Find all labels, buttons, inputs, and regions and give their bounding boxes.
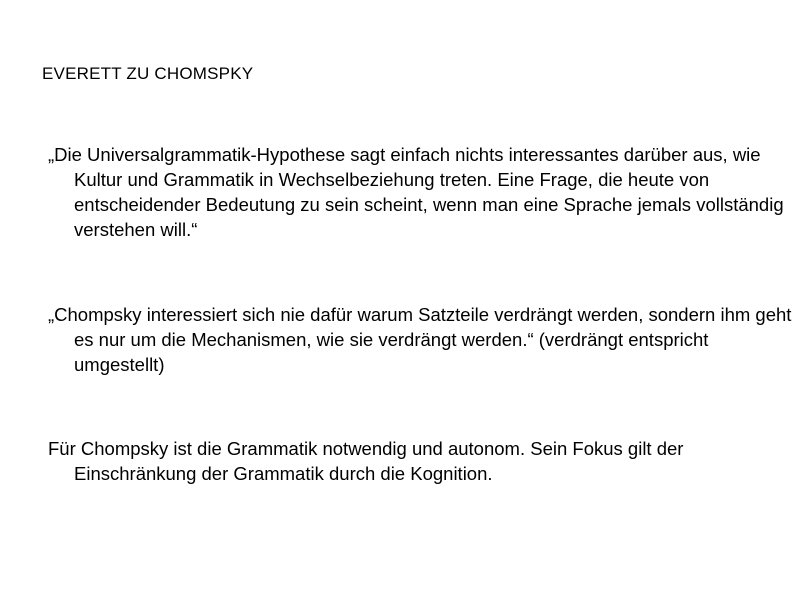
quote-paragraph-1: „Die Universalgrammatik-Hypothese sagt einfach nichts interessantes darüber aus, wie Kultur und Grammatik in Wechselbeziehung treten. Eine Frage, die heute von entscheidender Bedeutung zu sein scheint, wenn man eine Sprache jemals vollständig verstehen will.“ bbox=[48, 144, 784, 240]
summary-paragraph: Für Chompsky ist die Grammatik notwendig und autonom. Sein Fokus gilt der Einschränkung der Grammatik durch die Kognition. bbox=[48, 438, 684, 484]
quote-paragraph-2: „Chompsky interessiert sich nie dafür warum Satzteile verdrängt werden, sondern ihm geht es nur um die Mechanismen, wie sie verdrängt werden.“ (verdrängt entspricht umgestellt) bbox=[48, 304, 792, 375]
slide-title: EVERETT ZU CHOMSPKY bbox=[42, 64, 254, 83]
